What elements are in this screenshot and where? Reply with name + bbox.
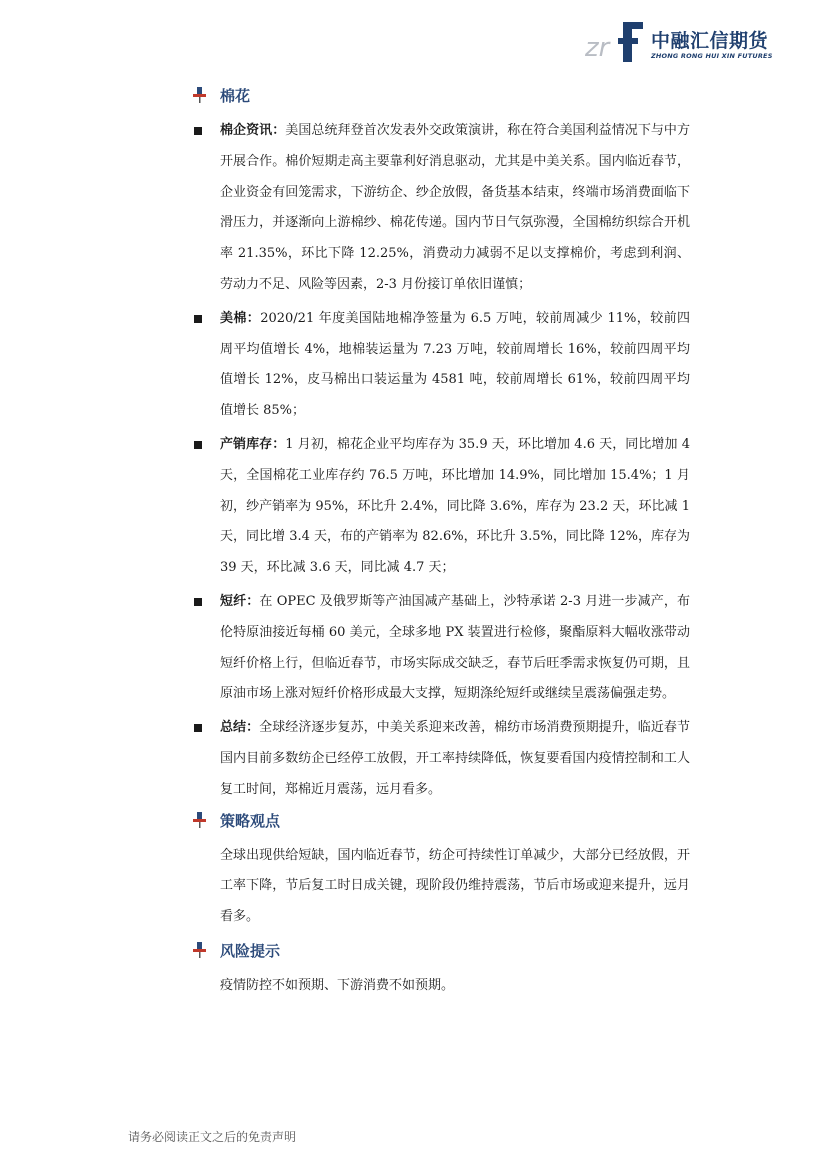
company-logo	[585, 20, 785, 70]
bullet-lead: 产销库存：	[220, 436, 286, 452]
bullet-lead: 短纤：	[220, 593, 260, 609]
bullet-item	[190, 304, 690, 427]
bullet-item	[190, 587, 690, 710]
bullet-item	[190, 713, 690, 805]
report-body	[190, 84, 690, 1008]
section-title: 策略观点	[220, 811, 281, 830]
bullet-text: 在 OPEC 及俄罗斯等产油国减产基础上，沙特承诺 2-3 月进一步减产，布伦特原油接近每桶 60 美元，全球多地 PX 装置进行检修，聚酯原料大幅收涨带动短纤价格上行，但临近春节，市场实际成交缺乏，春节后旺季需求恢复仍可期，且原油市场上涨对短纤价格形成最大支撑，短期涤纶短纤或继续呈震荡偏强走势。	[220, 593, 690, 702]
square-bullet-icon	[194, 315, 202, 323]
square-bullet-icon	[194, 441, 202, 449]
bullet-lead: 总结：	[220, 720, 260, 736]
section-heading-cotton	[190, 84, 690, 108]
bullet-text: 2020/21 年度美国陆地棉净签量为 6.5 万吨，较前周减少 11%，较前四周平均值增长 4%，地棉装运量为 7.23 万吨，较前周增长 16%，较前四周平均值增长 12%，皮马棉出口装运量为 4581 吨，较前周增长 61%，较前四周平均值增长 85%；	[220, 310, 690, 419]
section-heading-strategy	[190, 809, 690, 833]
square-bullet-icon	[194, 598, 202, 606]
bullet-item	[190, 430, 690, 584]
bullet-lead: 棉企资讯：	[220, 123, 286, 138]
logo-english-name: ZHONG RONG HUI XIN FUTURES	[651, 52, 773, 60]
risk-text: 疫情防控不如预期、下游消费不如预期。	[220, 977, 455, 993]
square-bullet-icon	[194, 724, 202, 732]
bullet-text: 全球经济逐步复苏，中美关系迎来改善，棉纺市场消费预期提升，临近春节国内目前多数纺企已经停工放假，开工率持续降低，恢复要看国内疫情控制和工人复工时间，郑棉近月震荡，远月看多。	[220, 720, 690, 797]
logo-chinese-name: 中融汇信期货	[651, 30, 769, 52]
disclaimer-note: 请务必阅读正文之后的免责声明	[128, 1130, 297, 1144]
section-title: 风险提示	[220, 941, 281, 960]
bullet-text: 美国总统拜登首次发表外交政策演讲，称在符合美国利益情况下与中方开展合作。棉价短期走高主要靠利好消息驱动，尤其是中美关系。国内临近春节，企业资金有回笼需求，下游纺企、纱企放假，备货基本结束，终端市场消费面临下滑压力，并逐渐向上游棉纱、棉花传递。国内节日气氛弥漫，全国棉纺织综合开机率 21.35%，环比下降 12.25%，消费动力减弱不足以支撑棉价，考虑到利润、劳动力不足、风险等因素，2-3 月份接订单依旧谨慎；	[220, 123, 690, 292]
square-bullet-icon	[194, 127, 202, 135]
bullet-item	[190, 116, 690, 301]
bullet-text: 1 月初，棉花企业平均库存为 35.9 天，环比增加 4.6 天，同比增加 4 天，全国棉花工业库存约 76.5 万吨，环比增加 14.9%，同比增加 15.4%；1 月初，纱产销率为 95%，环比升 2.4%，同比降 3.6%，库存为 23.2 天，环比减 1 天，同比增 3.4 天，布的产销率为 82.6%，环比升 3.5%，同比降 12%，库存为 39 天，环比减 3.6 天，同比减 4.7 天；	[220, 436, 690, 576]
zrf-logo-icon	[585, 20, 647, 66]
bullet-lead: 美棉：	[220, 310, 261, 326]
pushpin-icon	[190, 86, 208, 104]
pushpin-icon	[190, 941, 208, 959]
pushpin-icon	[190, 811, 208, 829]
svg-text:zr: zr	[585, 33, 610, 63]
section-heading-risk	[190, 939, 690, 963]
strategy-text: 全球出现供给短缺，国内临近春节，纺企可持续性订单减少，大部分已经放假，开工率下降，节后复工时日成关键，现阶段仍维持震荡，节后市场或迎来提升，远月看多。	[220, 847, 690, 925]
section-title: 棉花	[220, 87, 251, 105]
